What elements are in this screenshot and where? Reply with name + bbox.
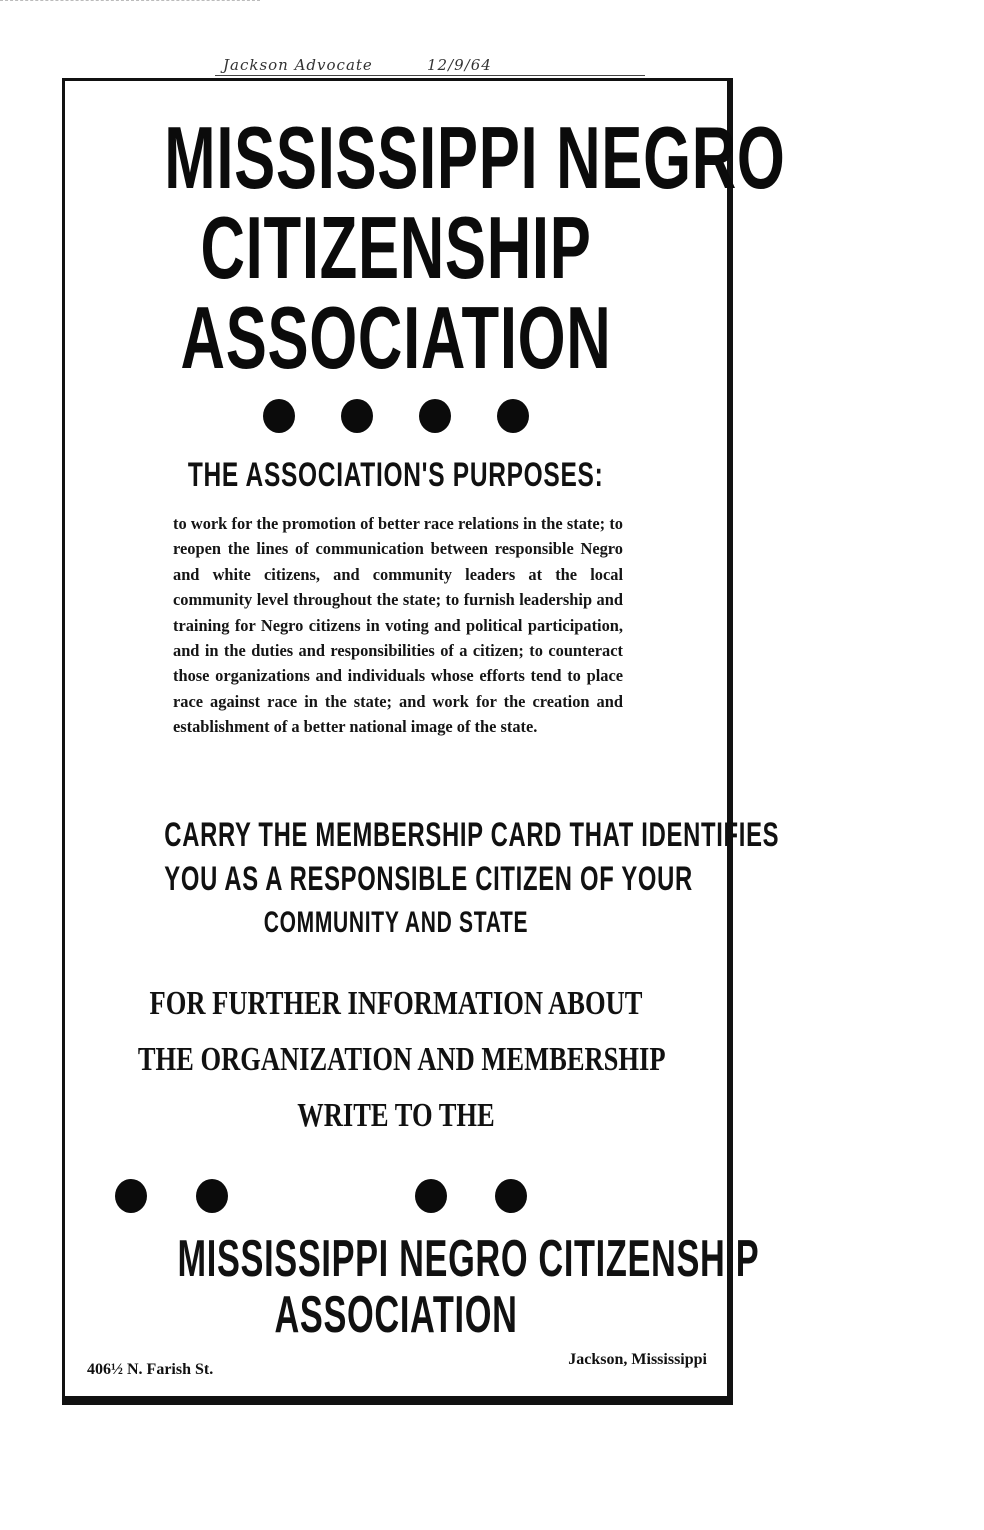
purposes-heading: THE ASSOCIATION'S PURPOSES: [188,456,604,494]
further-information [65,976,727,1144]
info-line-1: FOR FURTHER INFORMATION ABOUT [149,985,643,1022]
info-line-3: WRITE TO THE [297,1097,495,1134]
city-address: Jackson, Mississippi [568,1351,707,1368]
bottom-title-line-1: MISSISSIPPI NEGRO CITIZENSHIP [177,1230,760,1288]
membership-card-callout [65,813,780,945]
handwritten-annotation [215,56,505,78]
bullet-dot-icon [419,399,451,433]
info-line-2: THE ORGANIZATION AND MEMBERSHIP [137,1041,666,1078]
carry-line-3: COMMUNITY AND STATE [263,906,529,939]
purposes-paragraph: to work for the promotion of better race relations in the state; to reopen the lines of communication between responsible Negro and white citizens, and community leaders at the local community level throughout the state; to furnish leadership and training for Negro citizens in voting and political participation, and in the duties and responsibilities of a citizen; to counteract those organizations and individuals whose efforts tend to place race against race in the state; and work for the creation and establishment of a better national image of the state. [173,514,623,737]
bullet-dot-icon [497,399,529,433]
bullet-dot-icon [196,1179,228,1213]
bottom-title-line-2: ASSOCIATION [274,1286,518,1344]
bullet-dots-top [65,399,727,437]
bottom-title [65,1230,760,1344]
advertisement-border [62,78,786,1405]
bullet-dot-icon [495,1179,527,1213]
carry-line-1: CARRY THE MEMBERSHIP CARD THAT IDENTIFIES [164,816,780,854]
title-line-1: MISSISSIPPI NEGRO [164,108,786,207]
street-address: 406½ N. Farish St. [87,1361,214,1378]
title-line-3: ASSOCIATION [180,288,612,387]
bullet-dot-icon [415,1179,447,1213]
bullet-dots-bottom [65,1179,727,1219]
ad-title [65,108,786,387]
handwritten-date: 12/9/64 [427,56,492,74]
annotation-underline [215,75,645,76]
handwritten-source: Jackson Advocate [223,56,373,74]
bullet-dot-icon [341,399,373,433]
bullet-dot-icon [115,1179,147,1213]
bullet-dot-icon [263,399,295,433]
scan-edge-dash [0,0,260,1]
title-line-2: CITIZENSHIP [200,198,592,297]
carry-line-2: YOU AS A RESPONSIBLE CITIZEN OF YOUR [164,860,693,898]
